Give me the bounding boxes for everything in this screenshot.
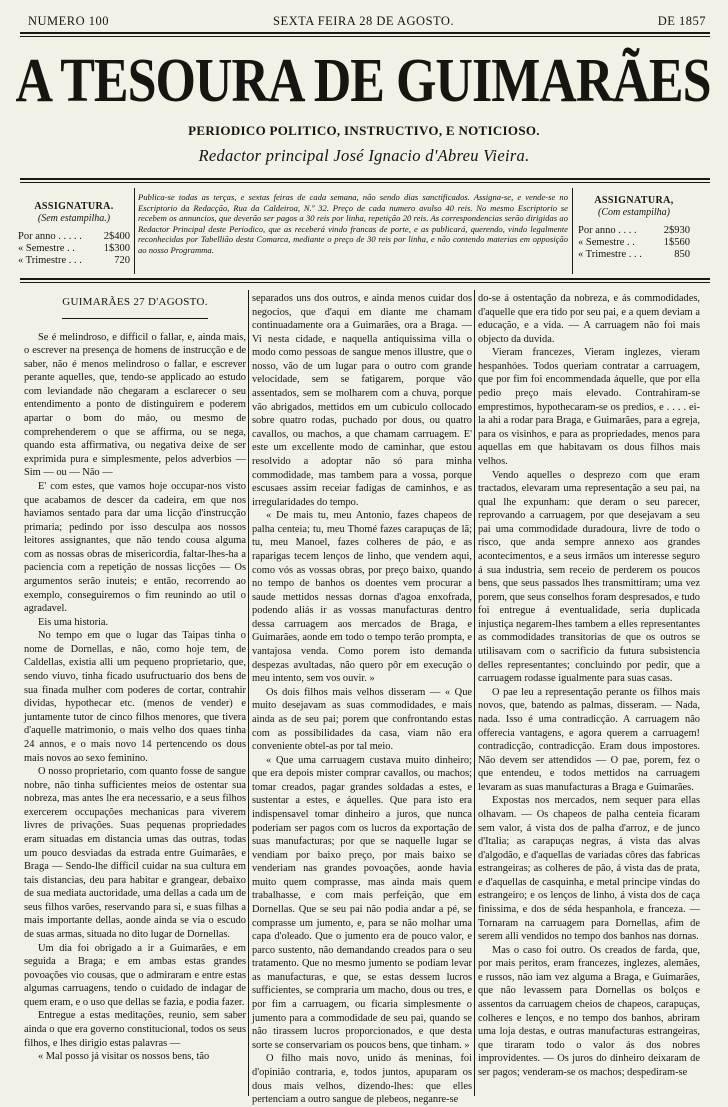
article-paragraph: Os dois filhos mais velhos disseram — « Que muito desejavam as suas commodidades, e mais ainda as de seu pai; porem que confrontando estas com as possibilidades da casa, viam não era conveniente obtel-as por tal meio. [252, 686, 472, 753]
subscription-row: Por anno . . . . 2$930 [578, 225, 690, 236]
issue-year: DE 1857 [657, 14, 706, 28]
dateline [28, 14, 706, 30]
rule-header-thick [20, 178, 710, 180]
subscription-right-heading: ASSIGNATURA, [594, 195, 674, 206]
article-column-3 [478, 292, 700, 1092]
subscription-divider-left [134, 188, 135, 274]
subscription-row: « Trimestre . . . 850 [578, 249, 690, 260]
article-paragraph: E' com estes, que vamos hoje occupar-nos visto que acabamos de descer da cadeira, em que nos haviamos sentado para dar uma licção d'instrucção primaria; pedindo por isso desculpa aos nossos leitores assignantes, que não tendo cousa alguma com as nossas obras de misericordia, faltar-lhes-ha a paciencia com a repetição de nossas licções — Os argumentos serão inuteis; e então, recorrendo ao exemplo, conseguiremos o fim reunindo ao util o agradavel. [24, 480, 246, 615]
subscription-row: « Trimestre . . . 720 [18, 255, 130, 266]
article-paragraph: Expostas nos mercados, nem sequer para ellas olhavam. — Os chapeos de palha centeia ficaram sem valor, á vista dos de palha d'arroz, e de junco d'Italia; as carapuças negras, á vista das alvas d'algodão, e d'aquellas de variadas côres das fabricas estrangeiras; as colheres de pão, á vista das de prata, e d'aquellas de casquinha, e metal principe vindas do estrangeiro; e os lenços de linho, á vista dos de caça finissima, e dos de séda hespanhola, e franceza. — Tornaram na carruagem para Dornellas, afim de serem alli vendidos no tempo dos banhos nas dornas. [478, 795, 700, 943]
column-2-body [252, 292, 472, 1107]
issue-number: NUMERO 100 [28, 14, 110, 28]
article-paragraph: « Que uma carruagem custava muito dinheiro; que era depois mister comprar cavallos, ou machos; tomar creados, pagar grandes soldadas a estes, e sustentar a estes, e áquelles. Que para isto era indispensavel tomar dinheiro a juros, que nunca poderiam ser pagos com os lucros da exportação de suas manufacturas; por que se naquelle lugar se vendiam por baixo preço, por mais baixo se venderiam nas grandes povoações, aonde havia muito quem comprasse, mas ainda mais quem trabalhasse, e com mais perfeição, que em Dornellas. Que se seu pai não podia andar a pé, se comprasse um jumento, e, para se não molhar uma capa d'oleado. Que o jumento era de pouco valor, e parco sustento, não demandando creados para o seu tratamento. Que no mesmo jumento se podiam levar as manufacturas, e que, se estas dessem lucros sufficientes, se compraria um macho, dous ou tres, e por fim a carruagem, ou ficaria simplesmente o jumento para a commodidade de seu pai, quando se não tirassem lucros proporcionados, e que desta sorte se conservariam os poucos bens, que tinham. » [252, 754, 472, 1051]
subscription-right-subheading: (Com estampilha) [598, 207, 670, 218]
column-divider-1 [248, 290, 249, 1096]
column-divider-2 [474, 290, 475, 1096]
article-paragraph: do-se á ostentação da nobreza, e ás commodidades, d'aquelle que era tido por seu pai, e a quem deviam a educação, e a vida. — A carruagem não foi mais objecto da duvida. [478, 293, 700, 345]
rule-body-thin [20, 282, 710, 283]
subscription-divider-right [572, 188, 573, 274]
article-heading: GUIMARÃES 27 D'AGOSTO. [24, 296, 246, 319]
article-paragraph: « De mais tu, meu Antonio, fazes chapeos de palha centeia; tu, meu Thomé fazes carapuças de lã; tu, meu Manoel, fazes colheres de páo, e as raparigas tecem lenços de linho, que vendem aqui, como vós as vossas obras, por preço baixo, quando no tempo de banhos os doentes vem procurar a saude mettidos nessas dornas d'agoa enxofrada, podendo aliás ir as vossas manufacturas dentro dessa carruagem aos mercados de Braga, e Guimarães, aonde em todo o tempo terão prompta, e vantajosa venda. Como porem isto demanda despezas avultadas, não quero pôr em execução o meu intento, sem vos ouvir. » [252, 510, 472, 685]
column-1-body [24, 331, 246, 1064]
article-paragraph: Se é melindroso, e difficil o fallar, e, ainda mais, o escrever na presença de homens de instrucção e de saber, não é menos melindroso o fallar, e escrever perante aquelles, que, tendo-se applicado ao estudo com leviandade não chegaram a esclarecer o seu entendimento a ponto de distinguirem e poderem apartar o bom do máo, ou mesmo de comprehenderem o que se affirma, ou se nega, quando esta affirmativa, ou negativa deixe de ser exprimida pura e simplesmente, pelos adverbios — Sim — ou — Não — [24, 331, 246, 479]
subscription-row: « Semestre . . 1$300 [18, 243, 130, 254]
article-paragraph: Um dia foi obrigado a ir a Guimarães, e em seguida a Braga; e em ambas estas grandes povoações vio cousas, que o admiraram e entre estas algumas carruagens, tendo o cuidado de indagar de quem eram, e o uso que dellas se fazia, e podia fazer. [24, 942, 246, 1008]
article-paragraph: O nosso proprietario, com quanto fosse de sangue nobre, não tinha sufficientes meios de ostentar sua nobreza, mas antes lhe era necessario, e a seus filhos exercerem occupações mechanicas para viverem livres de privações. Suas pequenas propriedades eram situadas em distancia umas das outras, todas um pouco desviadas da estrada entre Guimarães, e Braga — Sendo-lhe difficil cuidar na sua cultura em tais distancias, deu para habitar e grangear, debaixo de sua mediata auctoridade, uma dellas a cada um de seus filhos varões, reservando para si, e suas filhas a mais importante dellas, aonde ainda se via o escudo de suas armas, situada no dito lugar de Dornellas. [24, 766, 246, 941]
article-paragraph: « Mal posso já visitar os nossos bens, tão [38, 1051, 210, 1063]
masthead-editor: Redactor principal José Ignacio d'Abreu Vieira. [198, 146, 530, 165]
subscription-right [578, 195, 690, 261]
article-paragraph: Vieram francezes, Vieram inglezes, vieram hespanhóes. Todos queriam contratar a carruagem, que por fim foi encommendada áquelle, que por ella pedio preço mais elevado. Contrahiram-se emprestimos, hypothecaram-se os predios, e . . . . ei-la ahi a rodar para Braga, e Guimarães, para a egreja, para os visinhos, e para as propriedades, menos para aquellas em que habitavam os dous filhos mais velhos. [478, 347, 700, 467]
subscription-left-heading: ASSIGNATURA. [34, 201, 114, 212]
masthead-title: A TESOURA DE GUIMARÃES [15, 47, 711, 116]
subscription-left [18, 201, 130, 267]
column-3-body [478, 292, 700, 1080]
article-paragraph: Vendo aquelles o desprezo com que eram tractados, elevaram uma representação a seu pai, na qual lhe expunham: que deram o seu parecer, reprovando a carruagem, por que desejavam a seu pai uma commodidade duradoura, livre de todo o risco, que anda sempre annexo aos grandes acontecimentos, e a seus irmãos um interesse seguro á sua industria, sem receio de perderem os poucos bens, que seus passados lhes transmittiram; uma vez porem, que seus conselhos foram despresados, e tudo foi entregue á eventualidade, seria duplicada injustiça negarem-lhes tambem a elles representantes as commodidades transitorias de que os outros se utilisavam com o sacrificio da futura subsistencia delles representantes; concluindo por pedir, que a carruagem rodasse igualmente para suas casas. [478, 469, 700, 685]
article-paragraph: O filho mais novo, unido ás meninas, foi d'opinião contraria, e, todos juntos, apuparam os dous mais velhos, dizendo-lhes: que elles pertenciam a outro sangue de plebeos, neganre-se [252, 1053, 472, 1106]
article-column-2 [252, 292, 472, 1106]
rule-top-thin [20, 36, 710, 37]
article-paragraph: O pae leu a representação perante os filhos mais novos, que, batendo as palmas, disseram. — Nada, nada. Isso é uma contradicção. A carruagem não offerecia vantagens, e agora querem a carruagem! contradicção, contradicção. Eram dous impostores. Não devem ser attendidos — O pae, porem, fez o que entendeu, e todos mettidos na carruagem levaram as suas manufacturas a Braga e Guimarães. [478, 686, 700, 793]
issue-date: SEXTA FEIRA 28 DE AGOSTO. [273, 14, 455, 28]
rule-body-thick [20, 278, 710, 280]
subscription-row: « Semestre . . 1$560 [578, 237, 690, 248]
article-paragraph: No tempo em que o lugar das Taipas tinha o nome de Dornellas, e não, como hoje tem, de Caldellas, existia alli um pequeno proprietario, que, sendo viuvo, tinha ficado usufructuario dos bens de sua finada mulher com poderes de cortar, contrahir dividas, hypothecar etc. (menos de vender) e juntamente tutor de cinco filhos menores, que tivera d'aquelle matrimonio, o mais velho dos quaes tinha 24 annos, e o mais novo 14 pertencendo os dous mais novos ao sexo feminino. [24, 630, 246, 764]
article-column-1 [24, 292, 246, 1092]
publication-notice: Publica-se todas as terças, e sextas feiras de cada semana, não sendo dias sanctificados. Assigna-se, e vende-se no Escriptorio da Redacção, Rua da Caldeiroa, N.º 32. Preço de cada numero avulso 40 reis. No mesmo Escriptorio se recebem os annuncios, que deverão ser pagos a 30 reis por linha, repetição 20 reis. As correspondencias serão dirigidas ao Redactor Principal deste Periodico, que as receberá vindo francas de porte, e as publicará, querendo, vindo legalmente reconhecidas por Tabellião desta Comarca, mediante o preço de 30 reis por linha, e não contendo materias em opposição ao nosso Programma. [138, 192, 568, 255]
rule-header-thin [20, 182, 710, 183]
subscription-left-subheading: (Sem estampilha.) [37, 213, 111, 224]
masthead-subtitle: PERIODICO POLITICO, INSTRUCTIVO, E NOTICIOSO. [188, 123, 540, 138]
article-paragraph: Eis uma historia. [38, 616, 109, 628]
rule-top [20, 32, 710, 34]
article-paragraph: Entregue a estas meditações, reunio, sem saber ainda o que era governo constitucional, todos os seus filhos, e lhes dirigio estas palavras — [24, 1010, 246, 1049]
article-paragraph: separados uns dos outros, e ainda menos cuidar dos negocios, que d'aqui em diante me chamam continuadamente ora a Guimarães, ora a Braga. — Vi nesta cidade, e naquella antiquissima villa o modo como pessoas de sangue menos illustre, que o nosso, vão de um lugar para o outro com grande velocidade, sem se fatigarem, porque vão assentados, sem se molharem com a chuva, porque vão abrigados, mettidos em um cubiculo collocado sobre quatro rodas, puchado por dous, ou quatro cavallos, ou machos, a que chamam carruagem. E' este um excellente modo de caminhar, que estou resolvido a adoptar não só para minha commodidade, mas tambem para a vossa, porque escusaes assim receiar fadigas de caminhos, e as irregularidades do tempo. [252, 293, 472, 508]
article-paragraph: Mas o caso foi outro. Os creados de farda, que, por mais peritos, eram francezes, inglezes, alemães, e russos, não iam vez alguma a Braga, e Guimarães, que não levassem para Dornellas os bolços e assentos da carruagem cheios de chapeos, carapuças, colheres e lenços, e no tempo dos banhos, abriram uma loja destas, e outras manufacturas estrangeiras, que tiraram todo o valor ás dos nobres improvidentes. — Os juros do dinheiro deixaram de ser pagos; venderam-se os machos; despediram-se [478, 944, 700, 1078]
subscription-row: Por anno . . . . . 2$400 [18, 231, 130, 242]
